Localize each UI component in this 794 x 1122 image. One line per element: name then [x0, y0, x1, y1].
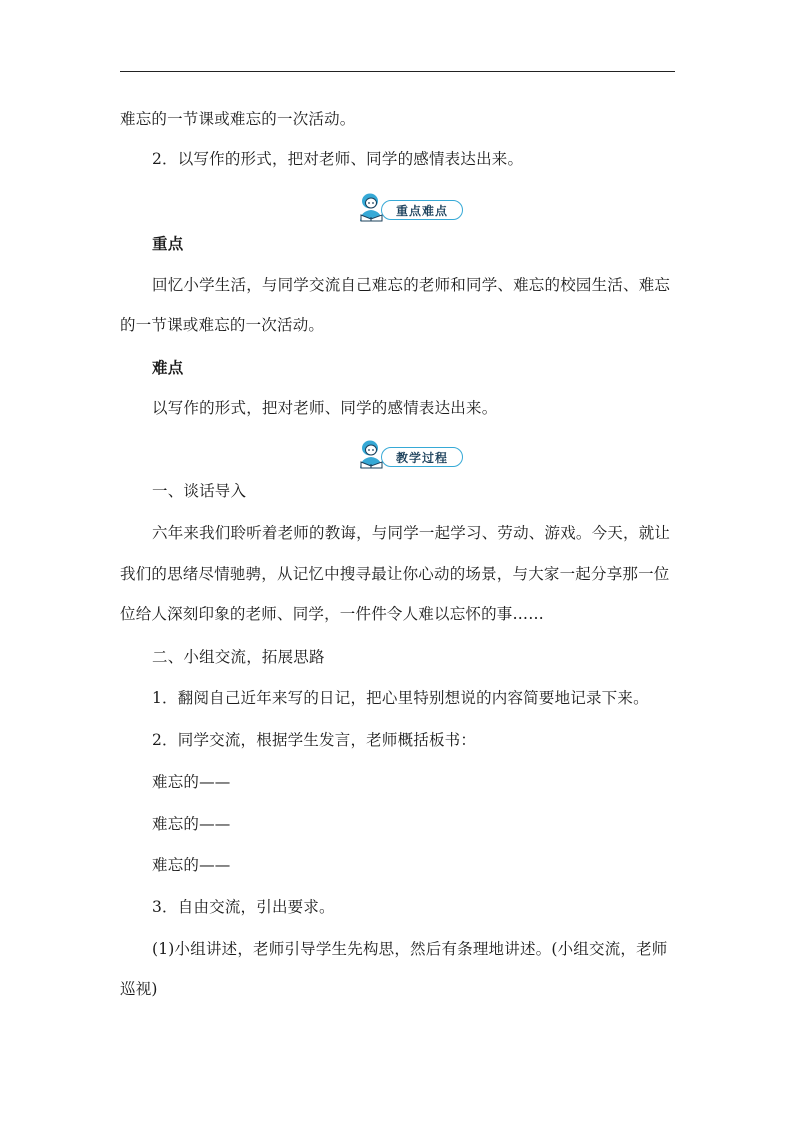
badge-pill: 重点难点 — [381, 200, 463, 220]
heading-difficult-points: 难点 — [152, 358, 184, 377]
text-line: 1．翻阅自己近年来写的日记，把心里特别想说的内容简要地记录下来。 — [152, 689, 649, 707]
section-heading: 二、小组交流，拓展思路 — [152, 648, 325, 666]
badge-pill: 教学过程 — [381, 447, 463, 467]
text-line: 2．同学交流，根据学生发言，老师概括板书： — [152, 731, 477, 749]
heading-key-points: 重点 — [152, 234, 184, 253]
text-line: 位给人深刻印象的老师、同学，一件件令人难以忘怀的事…… — [120, 605, 544, 623]
section-badge-key-difficult — [355, 192, 467, 222]
text-line: 难忘的一节课或难忘的一次活动。 — [120, 110, 356, 128]
section-heading: 一、谈话导入 — [152, 482, 247, 500]
text-line: 难忘的—— — [152, 773, 231, 791]
section-badge-teaching-process — [355, 439, 467, 469]
text-line: 回忆小学生活，与同学交流自己难忘的老师和同学、难忘的校园生活、难忘 — [152, 276, 671, 294]
text-line: 巡视) — [120, 980, 158, 998]
text-line: 的一节课或难忘的一次活动。 — [120, 316, 325, 334]
header-rule — [120, 71, 675, 72]
text-line: 难忘的—— — [152, 815, 231, 833]
text-line: (1)小组讲述，老师引导学生先构思，然后有条理地讲述。(小组交流，老师 — [152, 940, 668, 958]
text-line: 3．自由交流，引出要求。 — [152, 898, 335, 916]
text-line: 难忘的—— — [152, 856, 231, 874]
text-line: 我们的思绪尽情驰骋，从记忆中搜寻最让你心动的场景，与大家一起分享那一位 — [120, 565, 670, 583]
text-line: 六年来我们聆听着老师的教诲，与同学一起学习、劳动、游戏。今天，就让 — [152, 524, 671, 542]
text-line: 以写作的形式，把对老师、同学的感情表达出来。 — [152, 399, 498, 417]
text-line: 2．以写作的形式，把对老师、同学的感情表达出来。 — [152, 150, 524, 168]
